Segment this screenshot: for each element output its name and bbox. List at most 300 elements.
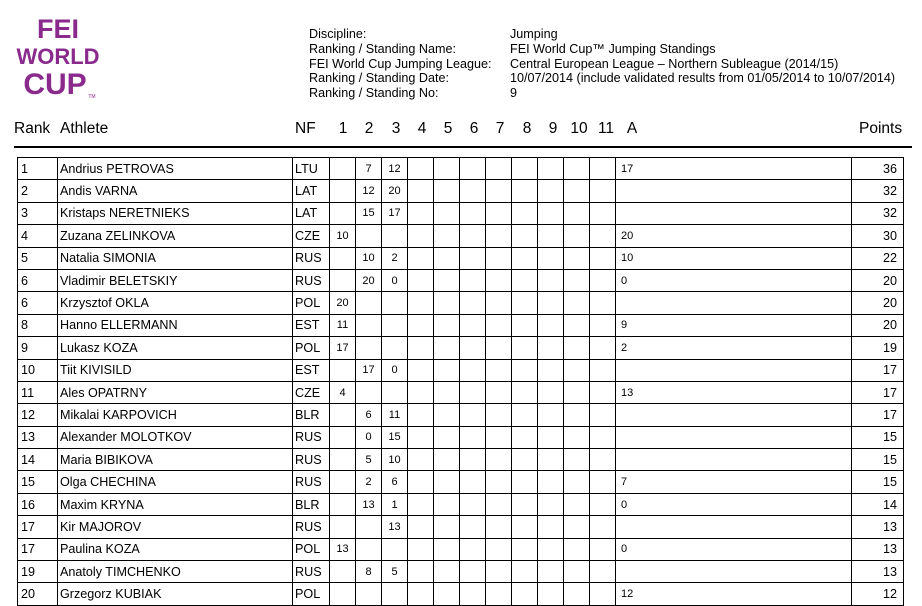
event-score-cell (408, 247, 434, 269)
event-score-cell (356, 292, 382, 314)
event-header: 3 (391, 120, 401, 137)
info-row (309, 57, 895, 72)
rank-cell: 10 (18, 359, 58, 381)
event-score-cell (538, 337, 564, 359)
event-score-cell (512, 202, 538, 224)
rank-cell: 6 (18, 269, 58, 291)
event-score-cell: 20 (330, 292, 356, 314)
event-score-cell (460, 292, 486, 314)
a-header: A (626, 120, 638, 137)
a-score-cell (616, 180, 852, 202)
athlete-cell: Ales OPATRNY (58, 381, 293, 403)
event-score-cell (330, 202, 356, 224)
event-score-cell (564, 583, 590, 605)
event-score-cell: 0 (356, 426, 382, 448)
points-cell: 13 (852, 538, 904, 560)
rank-cell: 15 (18, 471, 58, 493)
event-score-cell (330, 158, 356, 180)
event-score-cell (512, 471, 538, 493)
event-score-cell (512, 180, 538, 202)
event-score-cell (564, 359, 590, 381)
event-score-cell (460, 516, 486, 538)
event-score-cell (564, 538, 590, 560)
logo-fei-text: FEI (36, 14, 80, 44)
event-score-cell (330, 359, 356, 381)
event-score-cell (564, 202, 590, 224)
event-score-cell (564, 516, 590, 538)
event-score-cell (434, 583, 460, 605)
event-score-cell (486, 561, 512, 583)
nf-cell: EST (293, 314, 330, 336)
event-score-cell (356, 538, 382, 560)
table-row (18, 561, 904, 583)
event-score-cell (408, 583, 434, 605)
info-label: Discipline: (309, 27, 367, 41)
event-score-cell (538, 225, 564, 247)
athlete-cell: Vladimir BELETSKIY (58, 269, 293, 291)
event-score-cell (408, 516, 434, 538)
event-score-cell: 4 (330, 381, 356, 403)
info-row (309, 42, 895, 57)
event-score-cell: 11 (382, 404, 408, 426)
event-score-cell (460, 583, 486, 605)
athlete-cell: Krzysztof OKLA (58, 292, 293, 314)
event-score-cell (590, 180, 616, 202)
event-score-cell (434, 404, 460, 426)
a-score-cell: 20 (616, 225, 852, 247)
event-score-cell (460, 493, 486, 515)
event-score-cell (460, 359, 486, 381)
event-score-cell (330, 247, 356, 269)
a-score-cell: 9 (616, 314, 852, 336)
nf-cell: RUS (293, 561, 330, 583)
table-row (18, 583, 904, 605)
event-score-cell (408, 292, 434, 314)
event-header: 7 (495, 120, 505, 137)
nf-cell: BLR (293, 493, 330, 515)
event-score-cell (460, 202, 486, 224)
a-score-cell (616, 516, 852, 538)
rank-cell: 17 (18, 516, 58, 538)
event-score-cell (512, 247, 538, 269)
event-score-cell (330, 516, 356, 538)
event-score-cell (512, 269, 538, 291)
event-score-cell (434, 269, 460, 291)
points-cell: 32 (852, 202, 904, 224)
event-score-cell (590, 337, 616, 359)
event-score-cell: 10 (382, 449, 408, 471)
logo-cup-text: CUP (23, 68, 87, 100)
event-score-cell (590, 359, 616, 381)
event-score-cell (512, 292, 538, 314)
column-header (0, 120, 922, 140)
nf-cell: LAT (293, 202, 330, 224)
event-score-cell: 15 (382, 426, 408, 448)
event-score-cell (408, 381, 434, 403)
event-score-cell (538, 561, 564, 583)
points-cell: 20 (852, 269, 904, 291)
event-score-cell (512, 449, 538, 471)
info-value: FEI World Cup™ Jumping Standings (510, 41, 716, 56)
event-score-cell (408, 269, 434, 291)
event-score-cell (590, 269, 616, 291)
event-score-cell (460, 158, 486, 180)
event-score-cell (408, 202, 434, 224)
event-score-cell (486, 404, 512, 426)
event-score-cell (460, 314, 486, 336)
points-cell: 20 (852, 292, 904, 314)
event-score-cell (538, 471, 564, 493)
event-header: 5 (443, 120, 453, 137)
event-score-cell (486, 292, 512, 314)
event-score-cell (408, 426, 434, 448)
event-score-cell (408, 404, 434, 426)
event-score-cell (512, 493, 538, 515)
table-row (18, 337, 904, 359)
event-score-cell: 12 (382, 158, 408, 180)
event-score-cell (564, 225, 590, 247)
rank-cell: 16 (18, 493, 58, 515)
event-score-cell (512, 426, 538, 448)
event-score-cell: 7 (356, 158, 382, 180)
event-score-cell (486, 381, 512, 403)
rank-cell: 2 (18, 180, 58, 202)
event-score-cell (538, 180, 564, 202)
rank-cell: 8 (18, 314, 58, 336)
event-score-cell (382, 292, 408, 314)
rank-cell: 5 (18, 247, 58, 269)
a-score-cell (616, 292, 852, 314)
event-score-cell (408, 359, 434, 381)
points-cell: 22 (852, 247, 904, 269)
table-row (18, 426, 904, 448)
event-score-cell (538, 292, 564, 314)
event-score-cell: 5 (356, 449, 382, 471)
event-score-cell (564, 337, 590, 359)
event-score-cell (590, 381, 616, 403)
info-value: Central European League – Northern Subleague (2014/15) (510, 56, 839, 71)
points-cell: 13 (852, 561, 904, 583)
event-score-cell (434, 561, 460, 583)
event-score-cell (460, 337, 486, 359)
event-score-cell (590, 202, 616, 224)
event-score-cell (486, 493, 512, 515)
event-score-cell (434, 158, 460, 180)
event-score-cell (512, 359, 538, 381)
nf-cell: EST (293, 359, 330, 381)
event-score-cell (486, 225, 512, 247)
event-score-cell (460, 381, 486, 403)
athlete-cell: Maria BIBIKOVA (58, 449, 293, 471)
nf-cell: RUS (293, 471, 330, 493)
points-cell: 15 (852, 426, 904, 448)
event-score-cell (538, 583, 564, 605)
event-score-cell (356, 516, 382, 538)
athlete-cell: Paulina KOZA (58, 538, 293, 560)
event-score-cell (408, 180, 434, 202)
event-score-cell (564, 247, 590, 269)
event-score-cell (590, 225, 616, 247)
nf-cell: RUS (293, 449, 330, 471)
event-score-cell (486, 359, 512, 381)
nf-cell: POL (293, 337, 330, 359)
event-score-cell (512, 314, 538, 336)
logo-trademark: TM (88, 94, 96, 100)
event-score-cell (512, 583, 538, 605)
standings-body (18, 158, 904, 606)
event-header: 1 (338, 120, 348, 137)
event-score-cell: 5 (382, 561, 408, 583)
fei-world-cup-logo (12, 14, 104, 100)
event-score-cell (538, 426, 564, 448)
a-score-cell: 7 (616, 471, 852, 493)
event-score-cell (564, 471, 590, 493)
event-score-cell (486, 471, 512, 493)
table-row (18, 493, 904, 515)
info-value: 9 (510, 86, 518, 101)
event-score-cell (330, 426, 356, 448)
event-score-cell (330, 449, 356, 471)
event-score-cell (408, 337, 434, 359)
event-score-cell (564, 158, 590, 180)
table-row (18, 516, 904, 538)
nf-cell: LTU (293, 158, 330, 180)
event-score-cell (434, 314, 460, 336)
rank-cell: 3 (18, 202, 58, 224)
event-score-cell (330, 493, 356, 515)
a-score-cell (616, 449, 852, 471)
event-score-cell (538, 359, 564, 381)
event-header: 11 (597, 120, 615, 137)
event-score-cell (434, 180, 460, 202)
event-score-cell (460, 225, 486, 247)
athlete-cell: Natalia SIMONIA (58, 247, 293, 269)
athlete-cell: Olga CHECHINA (58, 471, 293, 493)
table-row (18, 225, 904, 247)
rank-cell: 19 (18, 561, 58, 583)
event-score-cell (408, 449, 434, 471)
event-score-cell: 0 (382, 269, 408, 291)
event-score-cell: 13 (382, 516, 408, 538)
event-score-cell (434, 449, 460, 471)
event-score-cell (486, 516, 512, 538)
event-header: 4 (417, 120, 427, 137)
rank-cell: 20 (18, 583, 58, 605)
nf-cell: RUS (293, 516, 330, 538)
event-score-cell (486, 269, 512, 291)
event-score-cell: 10 (356, 247, 382, 269)
event-score-cell (434, 381, 460, 403)
event-score-cell: 17 (330, 337, 356, 359)
info-value: Jumping (510, 27, 558, 41)
logo-world-text: WORLD (16, 44, 100, 69)
info-row (309, 71, 895, 86)
event-score-cell (486, 449, 512, 471)
event-score-cell (486, 158, 512, 180)
points-cell: 13 (852, 516, 904, 538)
event-score-cell (356, 314, 382, 336)
a-score-cell (616, 359, 852, 381)
info-row (309, 27, 895, 42)
event-score-cell (486, 426, 512, 448)
event-score-cell (382, 583, 408, 605)
event-header: 6 (469, 120, 479, 137)
event-score-cell (590, 493, 616, 515)
event-score-cell (330, 561, 356, 583)
event-header: 8 (522, 120, 532, 137)
event-score-cell (434, 202, 460, 224)
event-score-cell (486, 337, 512, 359)
event-score-cell: 1 (382, 493, 408, 515)
rank-cell: 11 (18, 381, 58, 403)
event-score-cell (512, 538, 538, 560)
rank-header: Rank (14, 120, 51, 137)
event-score-cell (538, 404, 564, 426)
event-score-cell (330, 404, 356, 426)
event-score-cell: 17 (382, 202, 408, 224)
a-score-cell: 13 (616, 381, 852, 403)
points-cell: 20 (852, 314, 904, 336)
event-score-cell (538, 158, 564, 180)
event-score-cell (512, 381, 538, 403)
event-score-cell (408, 561, 434, 583)
table-row (18, 158, 904, 180)
event-score-cell (408, 314, 434, 336)
event-score-cell (590, 516, 616, 538)
event-score-cell (590, 158, 616, 180)
points-cell: 12 (852, 583, 904, 605)
event-score-cell (590, 471, 616, 493)
rank-cell: 14 (18, 449, 58, 471)
event-score-cell (330, 269, 356, 291)
event-score-cell (434, 471, 460, 493)
event-score-cell (408, 493, 434, 515)
table-row (18, 449, 904, 471)
athlete-cell: Grzegorz KUBIAK (58, 583, 293, 605)
event-score-cell (590, 449, 616, 471)
event-score-cell (564, 269, 590, 291)
a-score-cell: 0 (616, 493, 852, 515)
event-score-cell (434, 538, 460, 560)
points-cell: 14 (852, 493, 904, 515)
event-score-cell (460, 471, 486, 493)
event-score-cell (538, 493, 564, 515)
points-cell: 19 (852, 337, 904, 359)
athlete-cell: Tiit KIVISILD (58, 359, 293, 381)
event-header: 9 (548, 120, 558, 137)
event-score-cell: 10 (330, 225, 356, 247)
event-score-cell (512, 404, 538, 426)
nf-cell: RUS (293, 269, 330, 291)
points-cell: 32 (852, 180, 904, 202)
a-score-cell: 17 (616, 158, 852, 180)
event-score-cell (434, 292, 460, 314)
event-score-cell (486, 314, 512, 336)
event-score-cell (356, 583, 382, 605)
athlete-cell: Kir MAJOROV (58, 516, 293, 538)
table-row (18, 292, 904, 314)
event-score-cell (434, 359, 460, 381)
table-row (18, 471, 904, 493)
event-score-cell (590, 561, 616, 583)
table-row (18, 314, 904, 336)
event-score-cell (408, 225, 434, 247)
event-score-cell (590, 426, 616, 448)
info-row (309, 86, 895, 101)
event-score-cell: 6 (382, 471, 408, 493)
event-score-cell: 2 (356, 471, 382, 493)
event-score-cell (408, 538, 434, 560)
event-score-cell: 20 (356, 269, 382, 291)
event-score-cell (512, 561, 538, 583)
standings-table (17, 157, 904, 606)
athlete-cell: Kristaps NERETNIEKS (58, 202, 293, 224)
event-score-cell (564, 404, 590, 426)
event-score-cell (408, 471, 434, 493)
athlete-cell: Andrius PETROVAS (58, 158, 293, 180)
event-score-cell (538, 538, 564, 560)
event-score-cell (512, 158, 538, 180)
event-score-cell (330, 471, 356, 493)
table-row (18, 538, 904, 560)
event-score-cell (486, 180, 512, 202)
points-cell: 36 (852, 158, 904, 180)
rank-cell: 6 (18, 292, 58, 314)
event-score-cell (460, 426, 486, 448)
standing-info (309, 27, 895, 101)
rank-cell: 1 (18, 158, 58, 180)
event-score-cell: 2 (382, 247, 408, 269)
event-score-cell: 13 (356, 493, 382, 515)
points-cell: 30 (852, 225, 904, 247)
event-header: 10 (570, 120, 588, 137)
a-score-cell: 0 (616, 269, 852, 291)
event-score-cell (590, 404, 616, 426)
event-score-cell (408, 158, 434, 180)
event-score-cell (460, 180, 486, 202)
a-score-cell (616, 202, 852, 224)
nf-cell: BLR (293, 404, 330, 426)
points-cell: 17 (852, 359, 904, 381)
event-score-cell (538, 269, 564, 291)
event-score-cell (538, 381, 564, 403)
athlete-cell: Andis VARNA (58, 180, 293, 202)
rank-cell: 13 (18, 426, 58, 448)
event-score-cell (590, 292, 616, 314)
event-score-cell (356, 225, 382, 247)
athlete-cell: Hanno ELLERMANN (58, 314, 293, 336)
event-score-cell (486, 202, 512, 224)
points-cell: 15 (852, 449, 904, 471)
info-label: FEI World Cup Jumping League: (309, 56, 492, 71)
event-score-cell (460, 404, 486, 426)
nf-cell: POL (293, 538, 330, 560)
table-row (18, 202, 904, 224)
a-score-cell (616, 404, 852, 426)
table-row (18, 404, 904, 426)
event-score-cell (382, 225, 408, 247)
event-score-cell (564, 493, 590, 515)
a-score-cell (616, 561, 852, 583)
event-score-cell (434, 516, 460, 538)
athlete-header: Athlete (60, 120, 109, 137)
table-row (18, 247, 904, 269)
event-score-cell (512, 337, 538, 359)
event-score-cell (486, 538, 512, 560)
event-score-cell (564, 426, 590, 448)
a-score-cell (616, 426, 852, 448)
event-score-cell (434, 225, 460, 247)
